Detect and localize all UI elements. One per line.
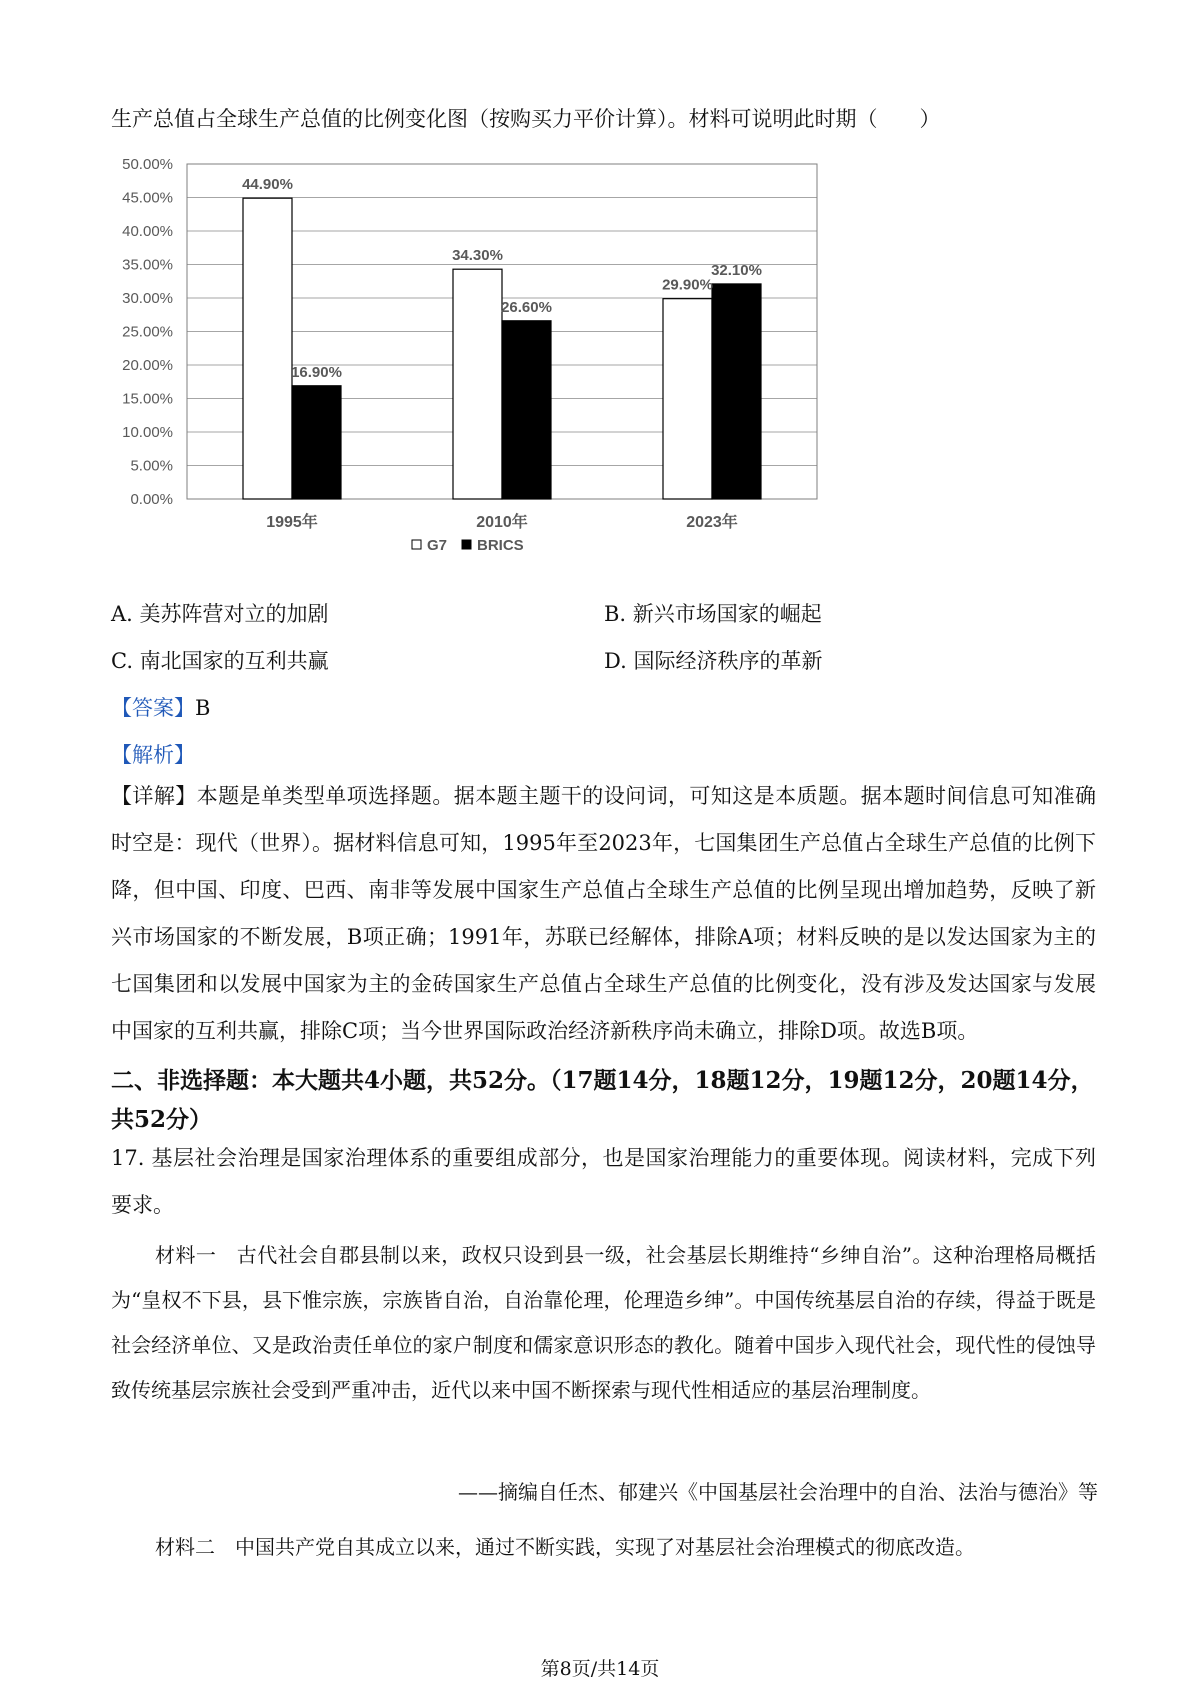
q17-material-two: 材料二 中国共产党自其成立以来，通过不断实践，实现了对基层社会治理模式的彻底改造。: [155, 1535, 975, 1559]
bar-g7: [663, 299, 712, 499]
y-tick-label: 15.00%: [122, 390, 173, 408]
data-label: 16.90%: [291, 363, 342, 381]
bar-chart: [0, 130, 1200, 590]
y-tick-label: 35.00%: [122, 256, 173, 274]
y-tick-label: 50.00%: [122, 156, 173, 173]
x-tick-label: 2010年: [476, 514, 528, 531]
answer-line: [111, 692, 210, 722]
option-d[interactable]: D. 国际经济秩序的革新: [604, 649, 823, 673]
option-b[interactable]: B. 新兴市场国家的崛起: [604, 602, 822, 626]
bar-g7: [453, 269, 502, 499]
data-label: 29.90%: [662, 276, 713, 294]
y-tick-label: 0.00%: [130, 491, 173, 508]
bar-g7: [243, 198, 292, 499]
detail-text: 本题是单类型单项选择题。据本题主题干的设问词，可知这是本质题。据本题时间信息可知准确时空是：现代（世界）。据材料信息可知，1995年至2023年，七国集团生产总值占全球生产总值的比例下降，但中国、印度、巴西、南非等发展中国家生产总值占全球生产总值的比例呈现出增加趋势，反映了新兴市场国家的不断发展，B项正确；1991年，苏联已经解体，排除A项；材料反映的是以发达国家为主的七国集团和以发展中国家为主的金砖国家生产总值占全球生产总值的比例变化，没有涉及发达国家与发展中国家的互利共赢，排除C项；当今世界国际政治经济新秩序尚未确立，排除D项。故选B项。: [111, 784, 1097, 1043]
question-stem-tail: 生产总值占全球生产总值的比例变化图（按购买力平价计算）。材料可说明此时期（ ）: [111, 107, 941, 131]
option-c[interactable]: C. 南北国家的互利共赢: [111, 649, 329, 673]
bar-brics: [502, 321, 551, 499]
data-label: 34.30%: [452, 247, 503, 265]
q17-material-one: 材料一 古代社会自郡县制以来，政权只设到县一级，社会基层长期维持“乡绅自治”。这种治理格局概括为“皇权不下县，县下惟宗族，宗族皆自治，自治靠伦理，伦理造乡绅”。中国传统基层自治的存续，得益于既是社会经济单位、又是政治责任单位的家户制度和儒家意识形态的教化。随着中国步入现代社会，现代性的侵蚀导致传统基层宗族社会受到严重冲击，近代以来中国不断探索与现代性相适应的基层治理制度。: [111, 1243, 1096, 1402]
detail-paragraph: [111, 773, 1096, 1055]
q17-stem: 17. 基层社会治理是国家治理体系的重要组成部分，也是国家治理能力的重要体现。阅读材料，完成下列要求。: [111, 1146, 1096, 1217]
legend-label-brics: BRICS: [477, 537, 524, 554]
legend-label-g7: G7: [427, 537, 448, 554]
y-tick-label: 30.00%: [122, 290, 173, 307]
y-tick-label: 5.00%: [130, 457, 173, 475]
analysis-tag: 【解析】: [111, 743, 195, 767]
y-tick-label: 25.00%: [122, 323, 173, 341]
answer-value: B: [195, 696, 211, 720]
x-tick-label: 2023年: [686, 514, 738, 531]
x-tick-label: 1995年: [266, 514, 318, 531]
q17-material-one-source: ——摘编自任杰、郁建兴《中国基层社会治理中的自治、法治与德治》等: [458, 1480, 1098, 1504]
y-tick-label: 20.00%: [122, 357, 173, 374]
section-heading: 二、非选择题：本大题共4小题，共52分。（17题14分，18题12分，19题12分，20题14分，共52分）: [111, 1067, 1094, 1133]
answer-tag: 【答案】: [111, 696, 195, 720]
y-tick-label: 40.00%: [122, 223, 173, 240]
option-a[interactable]: A. 美苏阵营对立的加剧: [111, 602, 329, 626]
page-footer: 第8页/共14页: [540, 1658, 660, 1680]
y-tick-label: 45.00%: [122, 189, 173, 207]
legend-swatch-g7: [412, 540, 421, 549]
data-label: 32.10%: [711, 261, 762, 279]
legend-swatch-brics: [462, 540, 471, 549]
detail-tag: 【详解】: [111, 784, 197, 808]
data-label: 26.60%: [501, 298, 552, 316]
y-tick-label: 10.00%: [122, 424, 173, 441]
bar-brics: [292, 386, 341, 499]
data-label: 44.90%: [242, 176, 293, 194]
bar-brics: [712, 284, 761, 499]
